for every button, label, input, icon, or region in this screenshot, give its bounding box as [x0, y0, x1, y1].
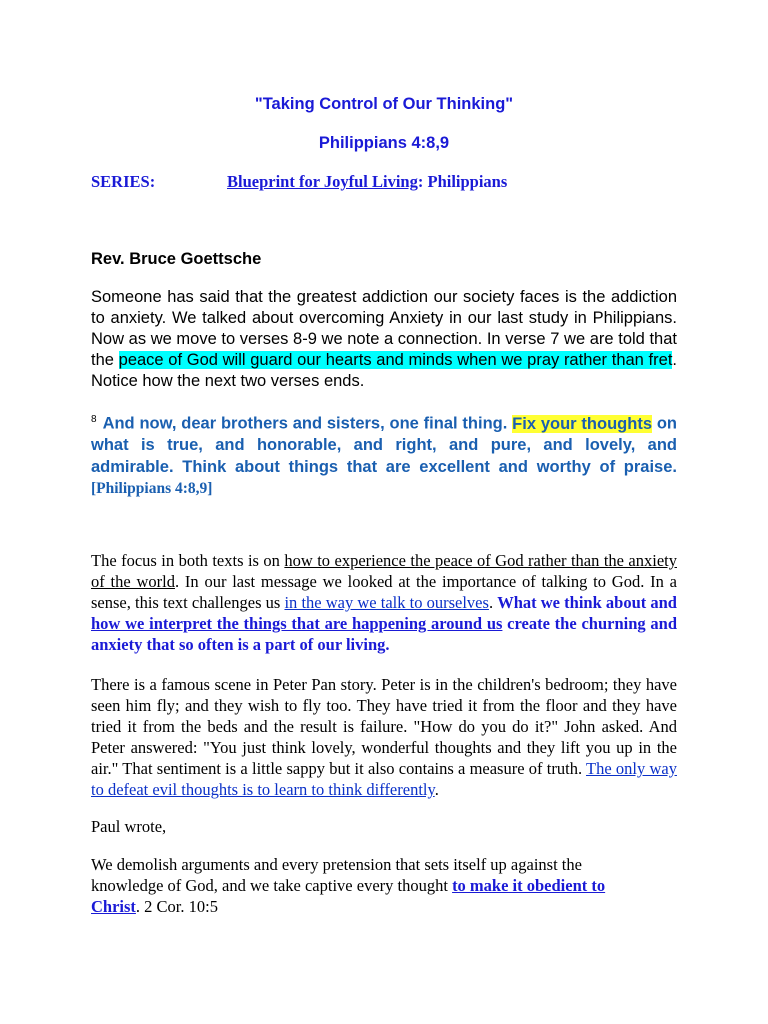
intro-paragraph — [91, 287, 677, 392]
peter-text: There is a famous scene in Peter Pan story. Peter is in the children's bedroom; they have seen him fly; and they wish to fly too. They have tried it from the floor and they have tried it from the beds and the result is failure. "How do you do it?" John asked. And Peter answered: "You just think lovely, wonderful thoughts and they lift you up in the air." That sentiment is a little sappy but it also contains a measure of truth. — [91, 675, 677, 778]
peter-link[interactable]: The only way to defeat evil thoughts is to learn to think differently — [91, 759, 677, 799]
sermon-title: "Taking Control of Our Thinking" — [254, 95, 514, 113]
quote-link[interactable]: to make it obedient to Christ — [91, 876, 606, 916]
intro-text-2: . Notice how the next two verses ends. — [91, 351, 677, 390]
focus-paragraph — [91, 550, 677, 655]
author-name: Rev. Bruce Goettsche — [91, 250, 262, 268]
verse-number: 8 — [91, 414, 97, 425]
series-label: SERIES: — [91, 172, 156, 191]
focus-text-2: . In our last message we looked at the importance of talking to God. In a sense, this text challenges us — [91, 572, 677, 612]
intro-highlight: peace of God will guard our hearts and minds when we pray rather than fret — [118, 351, 673, 369]
corinthians-quote — [91, 854, 651, 917]
focus-underline-1: how to experience the peace of God rather than the anxiety of the world — [91, 551, 677, 591]
focus-underline-2: in the way we talk to ourselves — [284, 593, 489, 612]
intro-text-1: Someone has said that the greatest addiction our society faces is the addiction to anxiety. We talked about overcoming Anxiety in our last study in Philippians. Now as we move to verses 8-9 we note a connection. In verse 7 we are told that the — [91, 288, 677, 369]
focus-text-3: . — [488, 593, 498, 612]
series-name-link[interactable]: Blueprint for Joyful Living — [227, 172, 418, 191]
peter-text-end: . — [434, 780, 439, 799]
quote-reference: . 2 Cor. 10:5 — [135, 897, 218, 916]
series-separator: : — [417, 172, 428, 191]
verse-paragraph — [91, 409, 677, 500]
verse-citation: [Philippians 4:8,9] — [91, 480, 213, 497]
paul-wrote-line: Paul wrote, — [91, 817, 167, 836]
verse-text-1: And now, dear brothers and sisters, one final thing. — [102, 414, 513, 433]
focus-bold-2: create the churning and anxiety that so often is a part of our living. — [91, 614, 677, 654]
scripture-reference: Philippians 4:8,9 — [318, 134, 450, 152]
verse-text-2: on what is true, and honorable, and right, and pure, and lovely, and admirable. Think about things that are excellent and worthy of praise. — [91, 414, 677, 476]
verse-highlight: Fix your thoughts — [512, 414, 652, 433]
focus-bold-underline: how we interpret the things that are happening around us — [91, 614, 503, 633]
focus-bold-1: What we think about and — [497, 593, 677, 612]
quote-text: We demolish arguments and every pretension that sets itself up against the knowledge of God, and we take captive every thought — [91, 855, 582, 895]
series-book: Philippians — [427, 172, 508, 191]
peter-pan-paragraph — [91, 674, 677, 800]
series-title — [227, 172, 507, 192]
focus-text-1: The focus in both texts is on — [91, 551, 285, 570]
